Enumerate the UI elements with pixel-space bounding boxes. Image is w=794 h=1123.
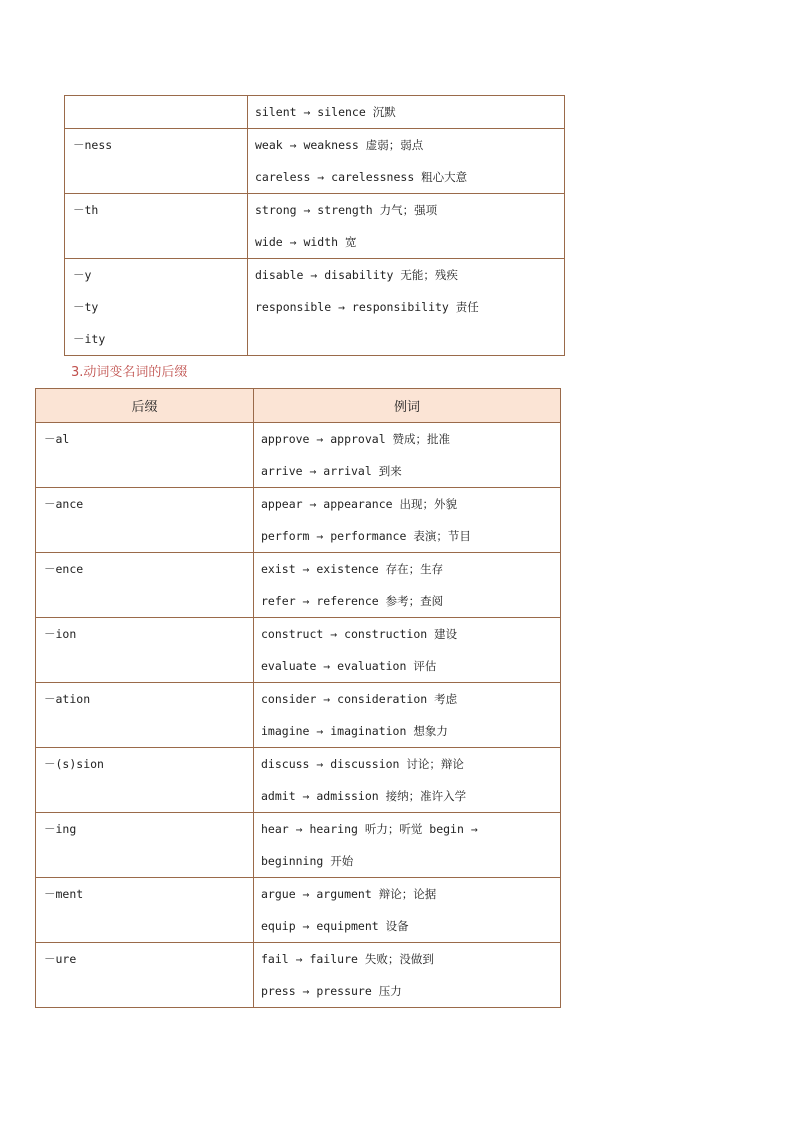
example-cell: argue → argument 辩论；论据 equip → equipment 设备	[254, 878, 561, 943]
column-header-suffix: 后缀	[36, 389, 254, 423]
table-row	[36, 878, 561, 943]
table-row	[36, 748, 561, 813]
table-header-row	[36, 389, 561, 423]
example-cell: silent → silence 沉默	[248, 96, 565, 129]
suffix-cell: －al	[36, 423, 254, 488]
table-row	[36, 423, 561, 488]
suffix-cell: －ness	[65, 129, 248, 194]
example-cell: weak → weakness 虚弱；弱点 careless → carelessness 粗心大意	[248, 129, 565, 194]
table-row	[36, 618, 561, 683]
column-header-example: 例词	[254, 389, 561, 423]
table-row	[65, 129, 565, 194]
table-row	[36, 683, 561, 748]
example-cell: discuss → discussion 讨论；辩论 admit → admission 接纳；准许入学	[254, 748, 561, 813]
example-cell: approve → approval 赞成；批准 arrive → arrival 到来	[254, 423, 561, 488]
example-cell: exist → existence 存在；生存 refer → reference 参考；查阅	[254, 553, 561, 618]
suffix-cell: －ing	[36, 813, 254, 878]
suffix-cell	[65, 96, 248, 129]
table-row	[65, 96, 565, 129]
suffix-cell: －ure	[36, 943, 254, 1008]
example-cell: consider → consideration 考虑 imagine → imagination 想象力	[254, 683, 561, 748]
suffix-cell: －ation	[36, 683, 254, 748]
example-cell: hear → hearing 听力；听觉 begin → beginning 开始	[254, 813, 561, 878]
suffix-cell: －ion	[36, 618, 254, 683]
suffix-cell: －th	[65, 194, 248, 259]
suffix-cell: －y －ty －ity	[65, 259, 248, 356]
section-heading: 3.动词变名词的后缀	[71, 365, 188, 380]
example-cell: strong → strength 力气；强项 wide → width 宽	[248, 194, 565, 259]
table-row	[36, 553, 561, 618]
table-row	[65, 194, 565, 259]
table-row	[65, 259, 565, 356]
table-row	[36, 813, 561, 878]
suffix-cell: －ment	[36, 878, 254, 943]
example-cell: appear → appearance 出现；外貌 perform → performance 表演；节目	[254, 488, 561, 553]
example-cell: fail → failure 失败；没做到 press → pressure 压力	[254, 943, 561, 1008]
verb-to-noun-suffix-table	[35, 388, 561, 1008]
suffix-cell: －ence	[36, 553, 254, 618]
table-row	[36, 488, 561, 553]
suffix-table-continued	[64, 95, 565, 356]
example-cell: disable → disability 无能；残疾 responsible → responsibility 责任	[248, 259, 565, 356]
suffix-cell: －(s)sion	[36, 748, 254, 813]
table-row	[36, 943, 561, 1008]
example-cell: construct → construction 建设 evaluate → evaluation 评估	[254, 618, 561, 683]
suffix-cell: －ance	[36, 488, 254, 553]
